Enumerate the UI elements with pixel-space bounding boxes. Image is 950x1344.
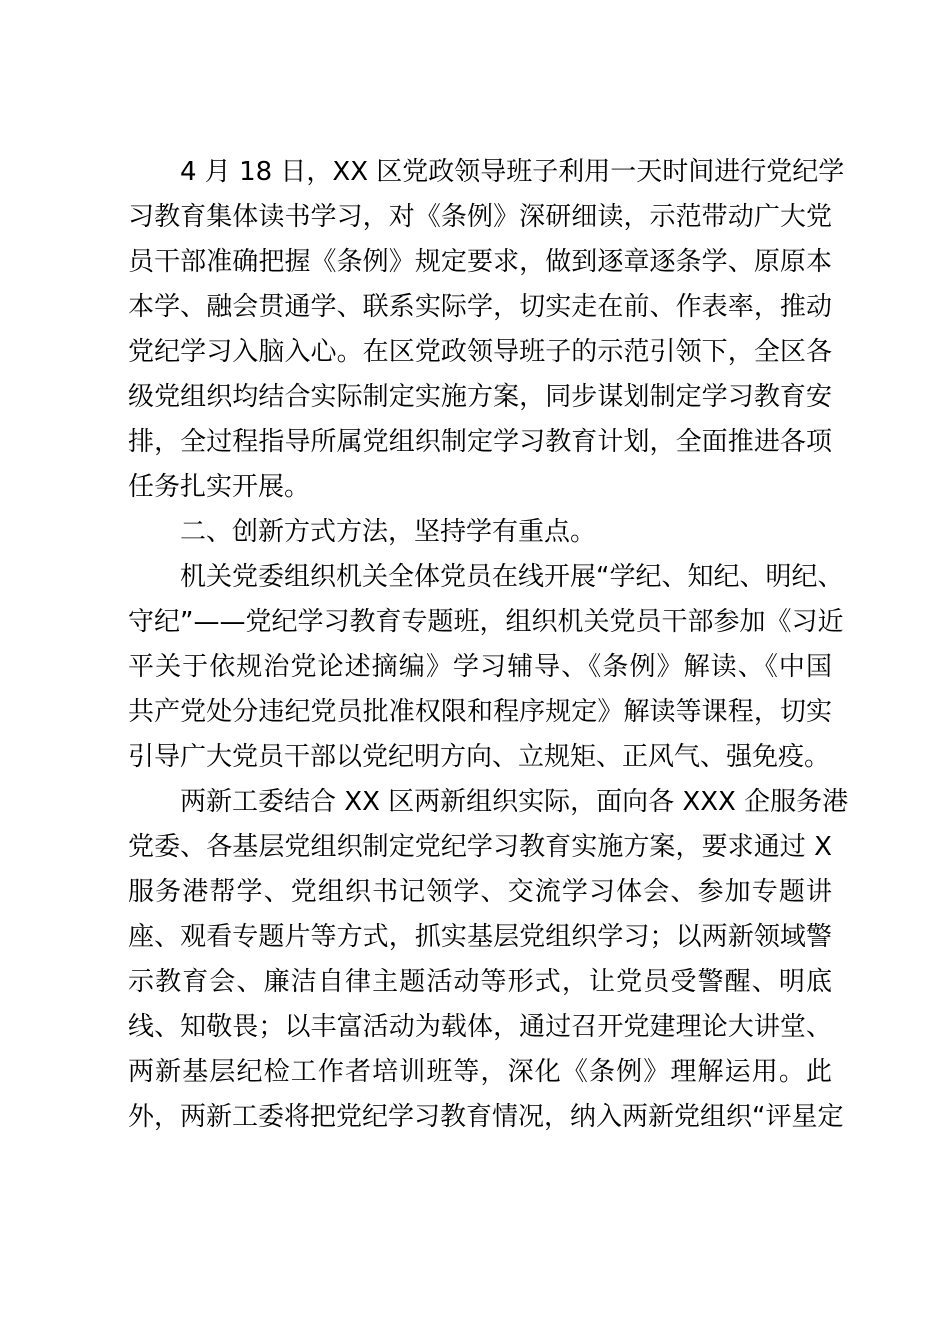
text-line: 党纪学习入脑入心。在区党政领导班子的示范引领下，全区各	[128, 337, 832, 367]
document-body	[128, 150, 849, 1140]
text-line: 本学、融会贯通学、联系实际学，切实走在前、作表率，推动	[128, 292, 832, 322]
text-line: 守纪”——党纪学习教育专题班，组织机关党员干部参加《习近	[128, 607, 844, 637]
paragraph-party-committee	[128, 555, 844, 780]
text-line: 党委、各基层党组织制定党纪学习教育实施方案，要求通过 X	[128, 832, 832, 862]
text-line: 两新工委结合 XX 区两新组织实际，面向各 XXX 企服务港	[180, 787, 849, 817]
paragraph-two-new-committee	[128, 780, 849, 1140]
text-line: 外，两新工委将把党纪学习教育情况，纳入两新党组织“评星定	[128, 1102, 844, 1132]
text-line: 示教育会、廉洁自律主题活动等形式，让党员受警醒、明底	[128, 967, 832, 997]
text-line: 4 月 18 日，XX 区党政领导班子利用一天时间进行党纪学	[180, 157, 845, 187]
text-line: 两新基层纪检工作者培训班等，深化《条例》理解运用。此	[128, 1057, 832, 1087]
text-line: 座、观看专题片等方式，抓实基层党组织学习；以两新领域警	[128, 922, 832, 952]
text-line: 引导广大党员干部以党纪明方向、立规矩、正风气、强免疫。	[128, 742, 831, 772]
text-line: 排，全过程指导所属党组织制定学习教育计划，全面推进各项	[128, 427, 832, 457]
text-line: 服务港帮学、党组织书记领学、交流学习体会、参加专题讲	[128, 877, 832, 907]
paragraph-meeting-study	[128, 150, 845, 510]
text-line: 共产党处分违纪党员批准权限和程序规定》解读等课程，切实	[128, 697, 832, 727]
text-line: 线、知敬畏；以丰富活动为载体，通过召开党建理论大讲堂、	[128, 1012, 832, 1042]
text-line: 机关党委组织机关全体党员在线开展“学纪、知纪、明纪、	[180, 562, 844, 592]
text-line: 平关于依规治党论述摘编》学习辅导、《条例》解读、《中国	[128, 652, 832, 682]
text-line: 级党组织均结合实际制定实施方案，同步谋划制定学习教育安	[128, 382, 832, 412]
text-line: 任务扎实开展。	[128, 472, 311, 502]
heading-text: 二、创新方式方法，坚持学有重点。	[180, 517, 597, 547]
text-line: 习教育集体读书学习，对《条例》深研细读，示范带动广大党	[128, 202, 832, 232]
section-heading	[128, 510, 832, 555]
text-line: 员干部准确把握《条例》规定要求，做到逐章逐条学、原原本	[128, 247, 832, 277]
